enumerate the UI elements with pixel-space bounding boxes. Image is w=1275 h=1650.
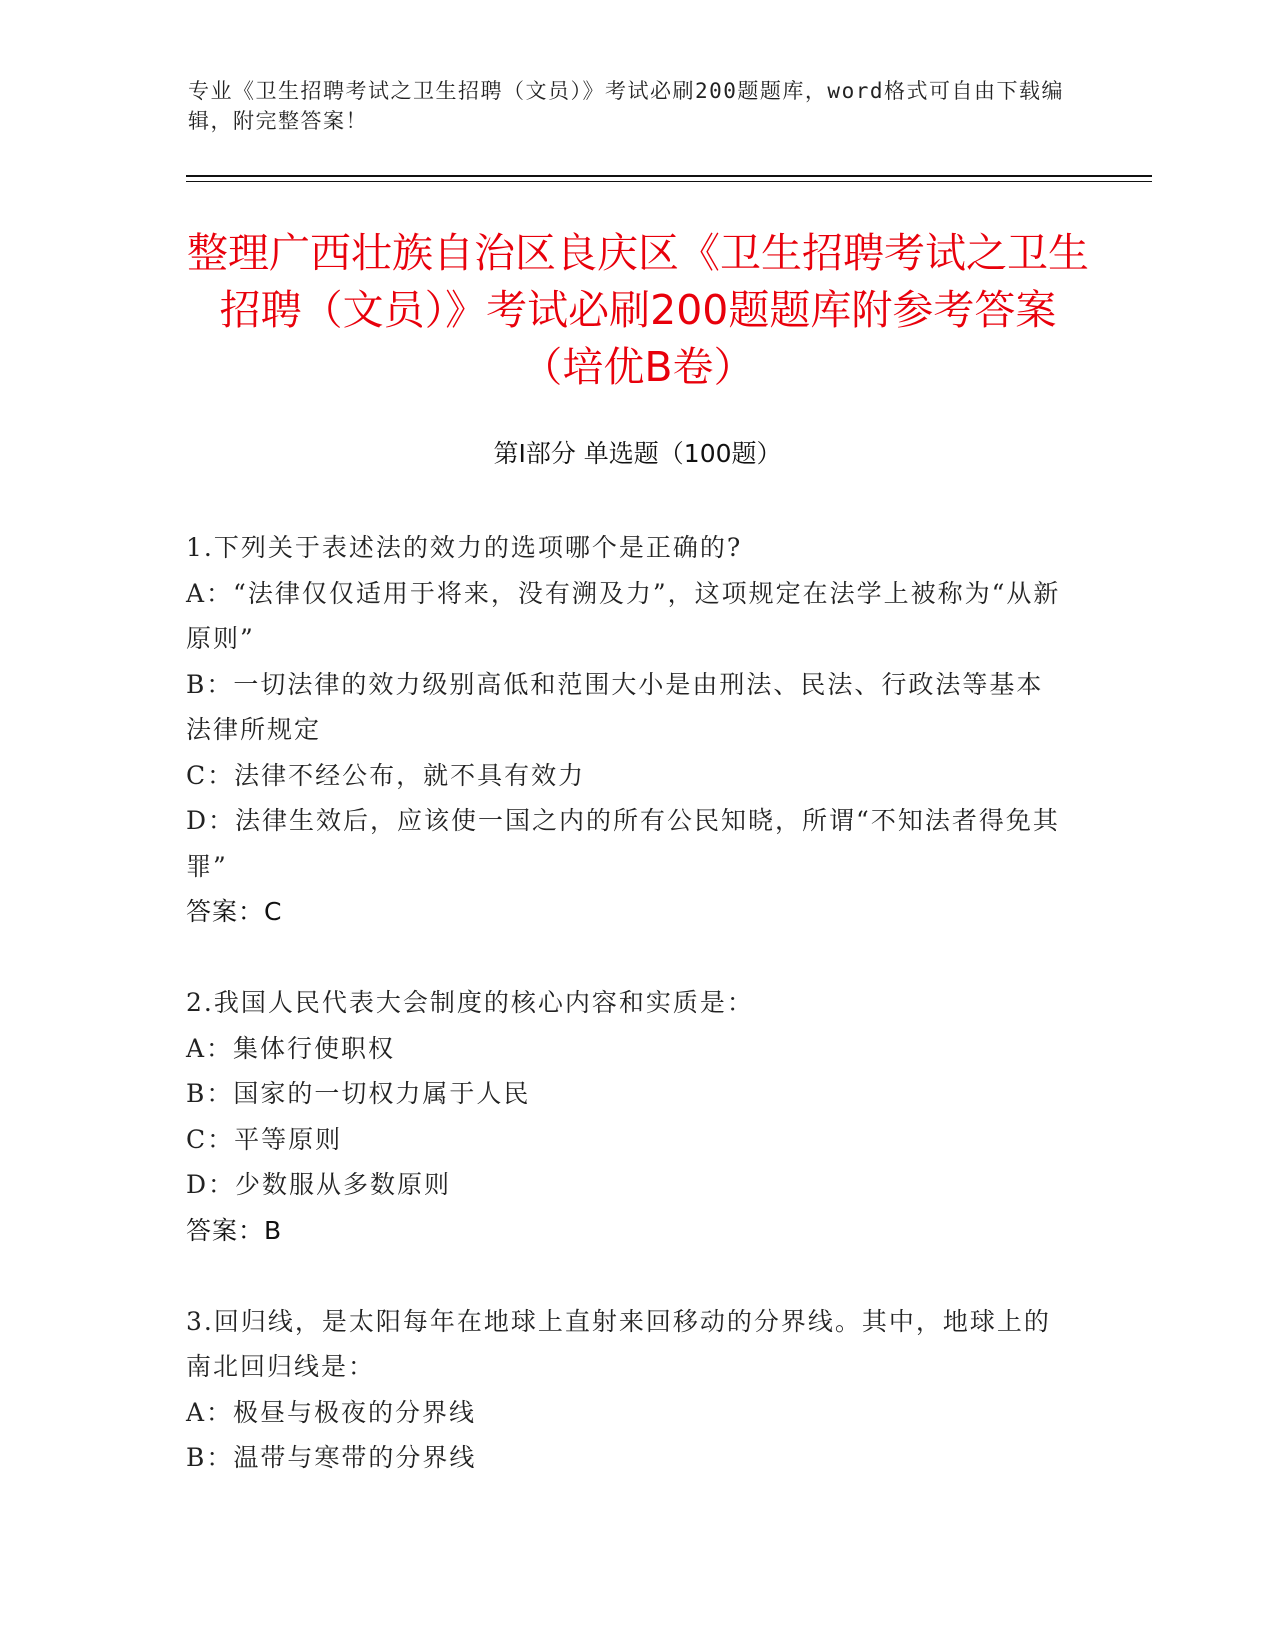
header-note: 专业《卫生招聘考试之卫生招聘（文员）》考试必刷200题题库，word格式可自由下载编辑，附完整答案！ — [188, 79, 1064, 133]
question-3 — [186, 1299, 1066, 1481]
answer: 答案：C — [186, 897, 283, 926]
option-b: B：温带与寒带的分界线 — [186, 1443, 477, 1472]
option-b: B：一切法律的效力级别高低和范围大小是由刑法、民法、行政法等基本法律所规定 — [186, 669, 1044, 744]
question-text: 1.下列关于表述法的效力的选项哪个是正确的? — [186, 533, 743, 562]
document-title: 整理广西壮族自治区良庆区《卫生招聘考试之卫生招聘（文员）》考试必刷200题题库附参考答案（培优B卷） — [187, 229, 1089, 391]
option-b: B：国家的一切权力属于人民 — [186, 1079, 531, 1108]
header-divider-thick — [186, 175, 1152, 177]
header-divider-thin — [186, 181, 1152, 182]
question-2 — [186, 980, 1066, 1253]
option-c: C：法律不经公布，就不具有效力 — [186, 760, 586, 790]
option-a: A：“法律仅仅适用于将来，没有溯及力”，这项规定在法学上被称为“从新原则” — [186, 578, 1061, 653]
option-c: C：平等原则 — [186, 1124, 343, 1154]
question-text: 2.我国人民代表大会制度的核心内容和实质是： — [186, 988, 754, 1017]
answer: 答案：B — [186, 1215, 283, 1245]
option-d: D：法律生效后，应该使一国之内的所有公民知晓，所谓“不知法者得免其罪” — [186, 806, 1060, 881]
question-1 — [186, 525, 1066, 935]
question-text: 3.回归线，是太阳每年在地球上直射来回移动的分界线。其中，地球上的南北回归线是： — [186, 1306, 1051, 1381]
section-title: 第Ⅰ部分 单选题（100题） — [493, 439, 782, 468]
option-d: D：少数服从多数原则 — [186, 1170, 452, 1199]
option-a: A：极昼与极夜的分界线 — [186, 1397, 477, 1427]
option-a: A：集体行使职权 — [186, 1033, 396, 1063]
question-list — [186, 525, 1066, 1481]
